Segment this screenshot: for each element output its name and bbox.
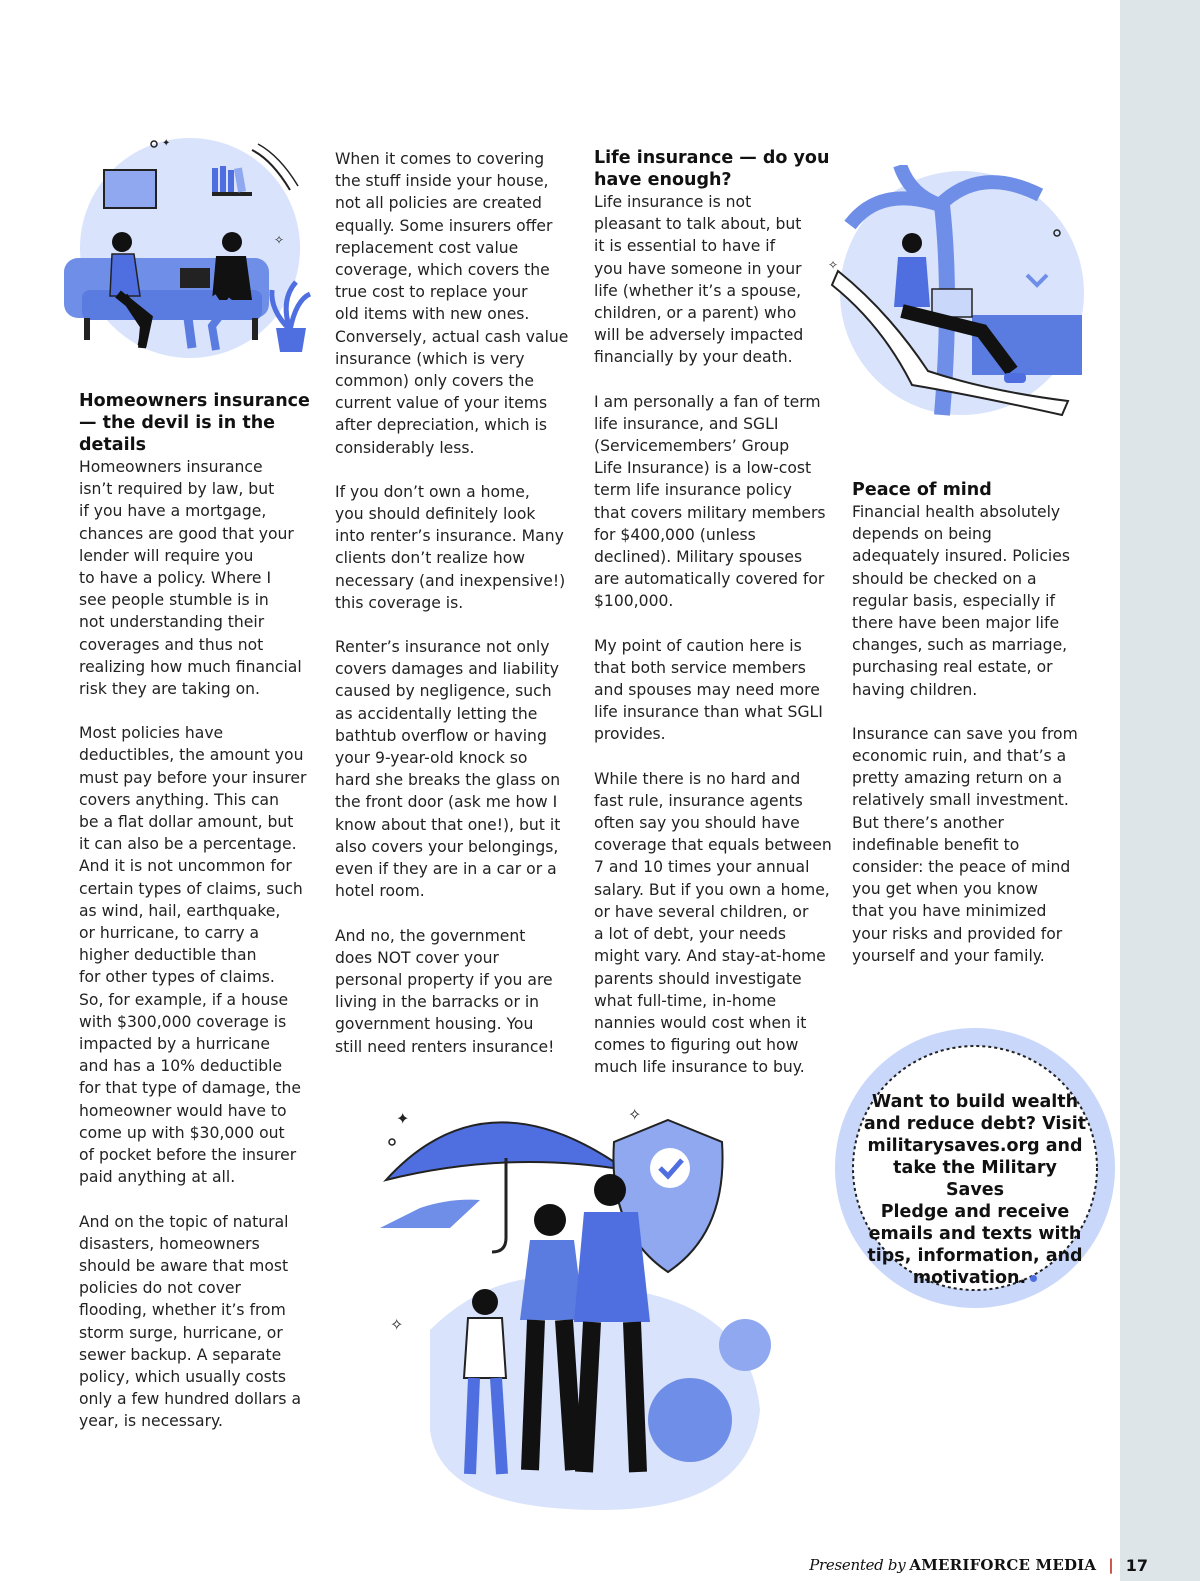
page-number: 17 <box>1125 1555 1148 1575</box>
paragraph: When it comes to covering the stuff inside your house, not all policies are created equally. Some insurers offer replacement cost value coverage, which covers the true cost to replace your old items with new ones. Conversely, actual cash value insurance (which is very common) only covers the current value of your items after depreciation, which is considerably less. <box>335 150 569 457</box>
svg-text:✧: ✧ <box>828 258 839 272</box>
paragraph: While there is no hard and fast rule, insurance agents often say you should have coverage that equals between 7 and 10 times your annual salary. But if you own a home, or have several children, or a lot of debt, your needs might vary. And stay-at-home parents should investigate what full-time, in-home nannies would cost when it comes to figuring out how much life insurance to buy. <box>594 769 832 1077</box>
publisher-brand: AMERIFORCE MEDIA <box>909 1556 1097 1574</box>
paragraph: Life insurance is not pleasant to talk about, but it is essential to have if you have someone in your life (whether it’s a spouse, children, or a parent) who will be adversely impacted financially by your death. <box>594 193 804 367</box>
cta-text: Want to build wealth and reduce debt? Visit militarysaves.org and take the Military Saves Pledge and receive emails and texts with tips, information, and motivation. <box>863 1092 1087 1288</box>
beach-lounger-laptop-illustration <box>822 165 1092 425</box>
column-peace-of-mind <box>852 479 1092 989</box>
paragraph: I am personally a fan of term life insurance, and SGLI (Servicemembers’ Group Life Insurance) is a low-cost term life insurance policy that covers military members for $400,000 (unless declined). Military spouses are automatically covered for $100,000. <box>594 392 826 611</box>
svg-text:✧: ✧ <box>390 1315 404 1334</box>
heading-life-insurance: Life insurance — do you have enough? <box>594 148 830 190</box>
footer-separator: | <box>1108 1556 1114 1574</box>
paragraph: Financial health absolutely depends on being adequately insured. Policies should be checked on a regular basis, especially if there have been major life changes, such as marriage, purchasing real estate, or having children. <box>852 503 1070 699</box>
family-umbrella-shield-illustration <box>370 1090 810 1520</box>
presented-by-label: Presented by <box>809 1556 906 1574</box>
paragraph: If you don’t own a home, you should definitely look into renter’s insurance. Many clients don’t realize how necessary (and inexpensive!) this coverage is. <box>335 482 566 612</box>
paragraph: And on the topic of natural disasters, homeowners should be aware that most policies do not cover flooding, whether it’s from storm surge, hurricane, or sewer backup. A separate policy, which usually costs only a few hundred dollars a year, is necessary. <box>79 1212 302 1431</box>
heading-homeowners-insurance: Homeowners insurance — the devil is in the details <box>79 391 310 455</box>
column-homeowners <box>79 390 319 1455</box>
heading-peace-of-mind: Peace of mind <box>852 480 992 500</box>
paragraph: Renter’s insurance not only covers damages and liability caused by negligence, such as accidentally letting the bathtub overflow or having your 9-year-old knock so hard she breaks the glass on the front door (ask me how I know about that one!), but it also covers your belongings, even if they are in a car or a hotel room. <box>335 638 561 901</box>
column-life-insurance <box>594 147 839 1101</box>
paragraph: Insurance can save you from economic ruin, and that’s a pretty amazing return on a relatively small investment. But there’s another indefinable benefit to consider: the peace of mind you get when you know that you have minimized your risks and provided for yourself and your family. <box>852 724 1078 965</box>
svg-text:✧: ✧ <box>274 233 285 247</box>
military-saves-cta-badge <box>830 1023 1120 1313</box>
column-contents-renters <box>335 148 575 1080</box>
paragraph: My point of caution here is that both service members and spouses may need more life insurance than what SGLI provides. <box>594 636 823 744</box>
page-footer <box>809 1553 1148 1577</box>
paragraph: Most policies have deductibles, the amount you must pay before your insurer covers anything. This can be a flat dollar amount, but it can also be a percentage. And it is not uncommon for certain types of claims, such as wind, hail, earthquake, or hurricane, to carry a higher deductible than for other types of claims. So, for example, if a house with $300,000 coverage is impacted by a hurricane and has a 10% deductible for that type of damage, the homeowner would have to come up with $30,000 out of pocket before the insurer paid anything at all. <box>79 724 307 1187</box>
couple-on-sofa-illustration <box>62 130 312 380</box>
paragraph: Homeowners insurance isn’t required by law, but if you have a mortgage, chances are good that your lender will require you to have a policy. Where I see people stumble is in not understanding their coverages and thus not realizing how much financial risk they are taking on. <box>79 458 302 699</box>
svg-text:✦: ✦ <box>162 138 171 149</box>
svg-text:✦: ✦ <box>396 1109 410 1128</box>
bullet-dot-icon <box>1030 1275 1037 1282</box>
svg-text:✧: ✧ <box>628 1105 642 1124</box>
side-strip <box>1120 0 1200 1581</box>
paragraph: And no, the government does NOT cover your personal property if you are living in the barracks or in government housing. You still need renters insurance! <box>335 926 555 1056</box>
